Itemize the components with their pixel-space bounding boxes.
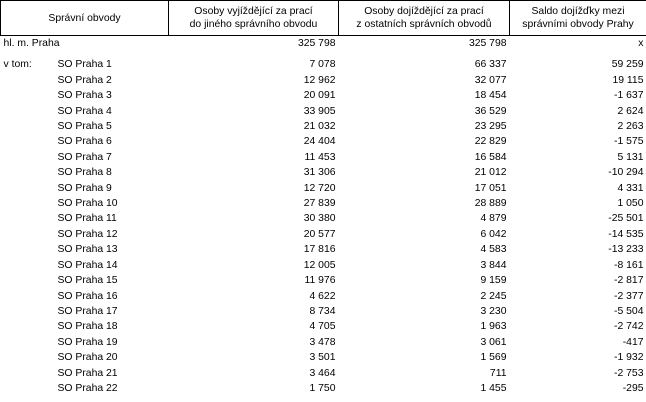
district-in: 4 583 (480, 244, 507, 256)
table-row (1, 242, 646, 257)
district-name: SO Praha 1 (57, 59, 112, 71)
district-out: 12 962 (303, 74, 336, 86)
total-out: 325 798 (297, 38, 336, 49)
district-name: SO Praha 3 (57, 90, 112, 102)
district-name: SO Praha 4 (57, 105, 112, 117)
header-incoming: Osoby dojíždějící za prací z ostatních správních obvodů (339, 1, 510, 36)
total-saldo: x (638, 38, 644, 49)
district-out: 21 032 (303, 121, 336, 133)
district-in: 66 337 (474, 59, 507, 71)
table-row (1, 304, 646, 319)
header-saldo: Saldo dojížďky mezi správními obvody Prahy (510, 1, 646, 36)
district-in: 711 (489, 367, 507, 379)
district-in: 1 455 (480, 382, 507, 394)
header-district: Správní obvody (1, 1, 169, 36)
district-in: 4 879 (480, 213, 507, 225)
district-out: 27 839 (303, 198, 336, 210)
district-saldo: -2 742 (614, 321, 644, 333)
district-in: 16 584 (474, 151, 507, 163)
district-name-cell (1, 227, 169, 242)
district-saldo: -25 501 (608, 213, 644, 225)
district-out: 1 750 (309, 382, 336, 394)
district-in: 21 012 (474, 167, 507, 179)
total-in: 325 798 (468, 38, 507, 49)
district-out: 8 734 (309, 305, 336, 317)
district-name: SO Praha 7 (57, 151, 112, 163)
district-name: SO Praha 2 (57, 74, 112, 86)
district-out: 33 905 (303, 105, 336, 117)
district-name-cell (1, 104, 169, 119)
district-name: SO Praha 14 (57, 259, 118, 271)
district-name: SO Praha 15 (57, 275, 118, 287)
district-out: 4 622 (309, 290, 336, 302)
district-saldo: -5 504 (614, 305, 644, 317)
district-saldo: -417 (622, 336, 644, 348)
district-out: 31 306 (303, 167, 336, 179)
district-saldo: -1 575 (614, 136, 644, 148)
district-in: 1 963 (480, 321, 507, 333)
district-name-cell (1, 350, 169, 365)
district-name: SO Praha 12 (57, 228, 118, 240)
district-out: 12 005 (303, 259, 336, 271)
district-saldo: 19 115 (612, 74, 644, 86)
district-out: 20 091 (303, 90, 336, 102)
district-out: 4 705 (309, 321, 336, 333)
district-name-cell (1, 381, 169, 396)
district-name: SO Praha 8 (57, 167, 112, 179)
district-name: SO Praha 9 (57, 182, 112, 194)
district-out: 20 577 (303, 228, 336, 240)
district-name-cell (1, 119, 169, 134)
table-row (1, 57, 646, 72)
district-out: 24 404 (303, 136, 336, 148)
district-in: 18 454 (474, 90, 507, 102)
district-out: 3 464 (309, 367, 336, 379)
district-saldo: -2 753 (614, 367, 644, 379)
district-in: 3 230 (480, 305, 507, 317)
table-row (1, 104, 646, 119)
table-row (1, 319, 646, 334)
table-row (1, 119, 646, 134)
district-name-cell (1, 57, 169, 72)
district-name-cell (1, 134, 169, 149)
district-out: 11 453 (304, 151, 336, 163)
district-name-cell (1, 258, 169, 273)
table-row (1, 150, 646, 165)
district-name-cell (1, 273, 169, 288)
district-name-cell (1, 335, 169, 350)
district-name: SO Praha 5 (57, 121, 112, 133)
district-in: 6 042 (480, 228, 507, 240)
district-saldo: 5 131 (617, 151, 644, 163)
district-name: SO Praha 6 (57, 136, 112, 148)
district-name-cell (1, 88, 169, 103)
district-name: SO Praha 19 (57, 336, 118, 348)
table-row (1, 165, 646, 180)
total-row (1, 36, 646, 52)
breakdown-prefix: v tom: (3, 59, 32, 71)
district-in: 28 889 (474, 198, 507, 210)
district-saldo: -14 535 (608, 228, 644, 240)
district-name-cell (1, 289, 169, 304)
district-saldo: -13 233 (608, 244, 644, 256)
district-saldo: -1 637 (614, 90, 644, 102)
table-row (1, 211, 646, 226)
district-name: SO Praha 17 (57, 305, 118, 317)
header-row (1, 1, 646, 36)
district-saldo: -8 161 (614, 259, 644, 271)
district-in: 1 569 (480, 352, 507, 364)
district-name: SO Praha 22 (57, 382, 118, 394)
district-in: 22 829 (474, 136, 507, 148)
district-saldo: -295 (622, 382, 644, 394)
total-name: hl. m. Praha (3, 38, 60, 49)
header-outgoing: Osoby vyjíždějící za prací do jiného správního obvodu (169, 1, 339, 36)
district-name-cell (1, 196, 169, 211)
district-saldo: 2 263 (617, 121, 644, 133)
table-row (1, 181, 646, 196)
district-name-cell (1, 242, 169, 257)
district-out: 30 380 (303, 213, 336, 225)
table-row (1, 366, 646, 381)
district-name-cell (1, 211, 169, 226)
district-saldo: 2 624 (617, 105, 644, 117)
district-name: SO Praha 16 (57, 290, 118, 302)
district-saldo: -10 294 (608, 167, 644, 179)
district-name: SO Praha 18 (57, 321, 118, 333)
table-row (1, 273, 646, 288)
district-saldo: -1 932 (614, 352, 644, 364)
district-name: SO Praha 21 (57, 367, 118, 379)
district-name-cell (1, 366, 169, 381)
district-in: 9 159 (480, 275, 507, 287)
district-name: SO Praha 10 (57, 198, 118, 210)
district-saldo: 4 331 (617, 182, 644, 194)
district-in: 32 077 (474, 74, 507, 86)
district-out: 11 976 (304, 275, 336, 287)
district-saldo: -2 377 (614, 290, 644, 302)
table-row (1, 350, 646, 365)
district-name-cell (1, 150, 169, 165)
district-name: SO Praha 13 (57, 244, 118, 256)
table-row (1, 381, 646, 396)
district-name-cell (1, 304, 169, 319)
district-out: 12 720 (303, 182, 336, 194)
district-in: 3 061 (480, 336, 507, 348)
district-saldo: -2 817 (614, 275, 644, 287)
table-row (1, 196, 646, 211)
district-name-cell (1, 73, 169, 88)
district-in: 2 245 (480, 290, 507, 302)
table-row (1, 335, 646, 350)
district-name-cell (1, 319, 169, 334)
district-saldo: 59 259 (611, 59, 644, 71)
district-out: 3 478 (309, 336, 336, 348)
table-row (1, 88, 646, 103)
district-out: 3 501 (309, 352, 336, 364)
table-row (1, 289, 646, 304)
district-name: SO Praha 20 (57, 352, 118, 364)
district-name-cell (1, 165, 169, 180)
district-in: 23 295 (474, 121, 507, 133)
table-row (1, 227, 646, 242)
district-in: 36 529 (474, 105, 507, 117)
district-out: 7 078 (309, 59, 336, 71)
table-row (1, 134, 646, 149)
district-in: 17 051 (474, 182, 507, 194)
district-in: 3 844 (480, 259, 507, 271)
district-saldo: 1 050 (617, 198, 644, 210)
district-name-cell (1, 181, 169, 196)
table-row (1, 73, 646, 88)
table-row (1, 258, 646, 273)
district-name: SO Praha 11 (57, 213, 117, 225)
district-out: 17 816 (303, 244, 336, 256)
